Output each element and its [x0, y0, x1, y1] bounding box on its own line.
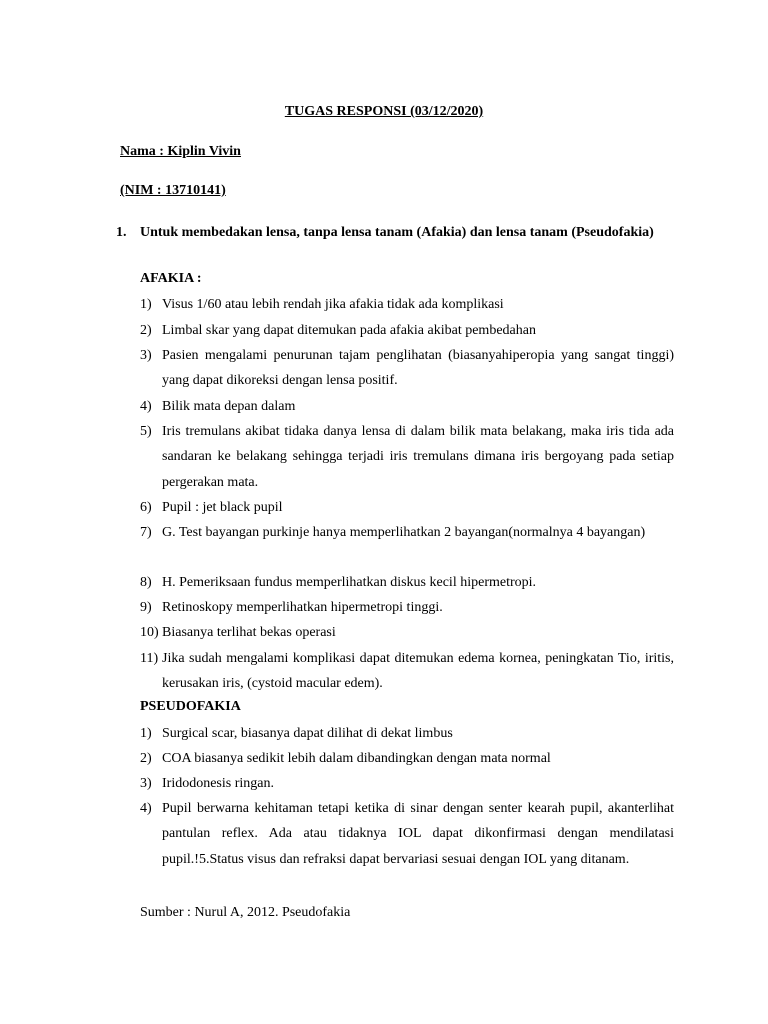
- list-text: G. Test bayangan purkinje hanya memperlihatkan 2 bayangan(normalnya 4 bayangan): [162, 525, 646, 540]
- list-text: Visus 1/60 atau lebih rendah jika afakia tidak ada komplikasi: [162, 297, 504, 312]
- list-number: 9): [140, 600, 152, 615]
- afakia-item: [140, 520, 674, 545]
- list-text: Retinoskopy memperlihatkan hipermetropi tinggi.: [162, 600, 443, 615]
- list-text: Limbal skar yang dapat ditemukan pada afakia akibat pembedahan: [162, 323, 536, 338]
- question-1: [116, 220, 674, 245]
- list-number: 8): [140, 575, 152, 590]
- pseudofakia-item: [140, 796, 674, 872]
- list-number: 1): [140, 297, 152, 312]
- list-number: 3): [140, 348, 152, 363]
- list-text: Jika sudah mengalami komplikasi dapat ditemukan edema kornea, peningkatan Tio, iritis, kerusakan iris, (cystoid macular edem).: [162, 651, 674, 692]
- list-number: 3): [140, 776, 152, 791]
- list-text: COA biasanya sedikit lebih dalam dibandingkan dengan mata normal: [162, 751, 551, 766]
- pseudofakia-item: [140, 721, 674, 746]
- list-text: Iridodonesis ringan.: [162, 776, 274, 791]
- afakia-heading: AFAKIA :: [140, 271, 202, 286]
- student-nim: (NIM : 13710141): [120, 183, 226, 198]
- source-citation: Sumber : Nurul A, 2012. Pseudofakia: [140, 905, 351, 920]
- list-number: 10): [140, 625, 159, 640]
- afakia-item: [140, 292, 674, 317]
- pseudofakia-item: [140, 746, 674, 771]
- list-text: Pupil berwarna kehitaman tetapi ketika di sinar dengan senter kearah pupil, akanterlihat pantulan reflex. Ada atau tidaknya IOL dapat dikonfirmasi dengan mendilatasi pupil.!5.Status visus dan refraksi dapat bervariasi sesuai dengan IOL yang ditanam.: [162, 801, 674, 867]
- afakia-item: [140, 646, 674, 697]
- list-number: 11): [140, 651, 159, 666]
- list-text: Pasien mengalami penurunan tajam penglihatan (biasanyahiperopia yang sangat tinggi) yang dapat dikoreksi dengan lensa positif.: [162, 348, 674, 389]
- list-text: Biasanya terlihat bekas operasi: [162, 625, 336, 640]
- afakia-item: [140, 495, 674, 520]
- list-number: 4): [140, 801, 152, 816]
- afakia-item: [140, 394, 674, 419]
- afakia-item: [140, 419, 674, 495]
- list-text: Surgical scar, biasanya dapat dilihat di dekat limbus: [162, 726, 453, 741]
- list-number: 2): [140, 323, 152, 338]
- list-number: 5): [140, 424, 152, 439]
- list-text: Pupil : jet black pupil: [162, 500, 283, 515]
- afakia-item: [140, 570, 674, 595]
- afakia-item: [140, 318, 674, 343]
- page-title: TUGAS RESPONSI (03/12/2020): [284, 104, 484, 119]
- pseudofakia-heading: PSEUDOFAKIA: [140, 699, 241, 714]
- list-number: 7): [140, 525, 152, 540]
- list-text: Bilik mata depan dalam: [162, 399, 296, 414]
- student-name: Nama : Kiplin Vivin: [120, 144, 241, 159]
- afakia-item: [140, 620, 674, 645]
- afakia-item: [140, 343, 674, 394]
- pseudofakia-item: [140, 771, 674, 796]
- question-number: 1.: [116, 225, 127, 240]
- list-number: 6): [140, 500, 152, 515]
- list-text: Iris tremulans akibat tidaka danya lensa di dalam bilik mata belakang, maka iris tida ada sandaran ke belakang sehingga terjadi iris tremulans dimana iris bergoyang pada setiap pergerakan mata.: [162, 424, 674, 490]
- list-number: 1): [140, 726, 152, 741]
- question-text: Untuk membedakan lensa, tanpa lensa tanam (Afakia) dan lensa tanam (Pseudofakia): [140, 225, 654, 240]
- list-number: 4): [140, 399, 152, 414]
- list-text: H. Pemeriksaan fundus memperlihatkan diskus kecil hipermetropi.: [162, 575, 537, 590]
- afakia-item: [140, 595, 674, 620]
- list-number: 2): [140, 751, 152, 766]
